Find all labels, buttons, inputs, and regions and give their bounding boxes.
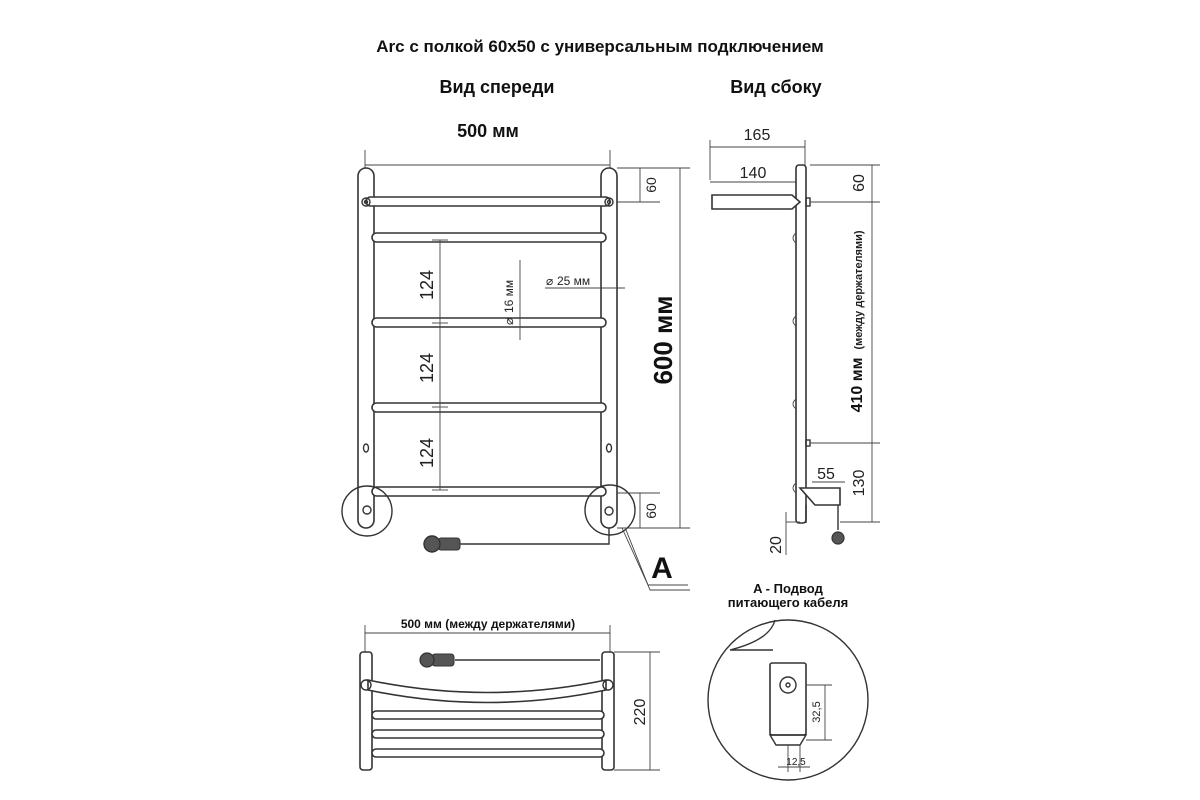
top-shelf-arc xyxy=(368,680,606,703)
side-between-note: (между держателями) xyxy=(853,230,865,350)
spacing-1-label: 124 xyxy=(417,269,437,301)
power-plug-icon xyxy=(438,538,460,550)
spacing-2-label: 124 xyxy=(417,352,437,384)
side-between-label: 410 мм xyxy=(849,357,866,413)
side-plug-dim-label: 55 xyxy=(817,466,835,483)
svg-text:⌀: ⌀ xyxy=(546,274,554,288)
bar-3 xyxy=(372,318,606,327)
side-shelf-depth-label: 140 xyxy=(739,165,767,182)
top-depth-label: 220 xyxy=(632,698,649,726)
detail-vertical-dim: 32,5 xyxy=(811,701,823,723)
front-width-label: 500 мм xyxy=(457,121,519,141)
top-left-post xyxy=(360,652,372,770)
drawing-title: Arc с полкой 60x50 с универсальным подключением xyxy=(376,37,824,56)
side-view xyxy=(710,127,880,555)
bar-2 xyxy=(372,233,606,242)
power-cable xyxy=(460,528,609,544)
detail-title-line1: A - Подвод xyxy=(753,581,823,596)
spacing-3-label: 124 xyxy=(417,437,437,469)
side-view-heading: Вид сбоку xyxy=(730,77,822,97)
side-shelf xyxy=(712,195,800,209)
side-top-offset-label: 60 xyxy=(851,174,868,192)
post-diameter-label: 25 мм xyxy=(557,274,591,288)
front-top-offset-label: 60 xyxy=(643,177,659,193)
bar-diameter-label: 16 мм xyxy=(502,279,516,313)
svg-text:⌀: ⌀ xyxy=(502,317,516,325)
top-view xyxy=(360,617,660,770)
bar-top xyxy=(366,197,610,206)
front-view-heading: Вид спереди xyxy=(439,77,555,97)
side-total-depth-label: 165 xyxy=(743,127,771,144)
detail-horizontal-dim: 12,5 xyxy=(786,757,806,768)
detail-a-label: A xyxy=(651,552,673,585)
detail-post xyxy=(770,663,806,735)
side-bottom-offset-label: 130 xyxy=(851,469,868,497)
side-post xyxy=(796,165,806,523)
detail-title-line2: питающего кабеля xyxy=(727,595,849,610)
side-floor-label: 20 xyxy=(768,536,785,554)
top-width-label: 500 мм (между держателями) xyxy=(400,617,576,631)
right-post xyxy=(601,168,617,528)
front-view xyxy=(342,121,690,590)
detail-a xyxy=(708,581,868,780)
front-bottom-offset-label: 60 xyxy=(643,503,659,519)
bar-bottom xyxy=(372,487,606,496)
bar-4 xyxy=(372,403,606,412)
left-post xyxy=(358,168,374,528)
front-height-label: 600 мм xyxy=(648,295,678,385)
